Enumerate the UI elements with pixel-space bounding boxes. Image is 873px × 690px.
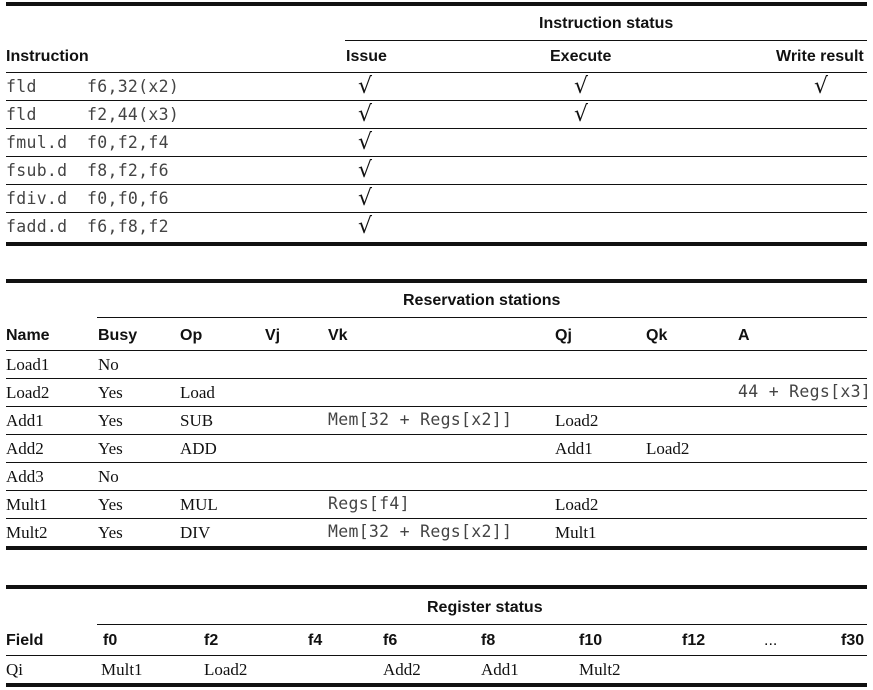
- header-qj: Qj: [555, 327, 572, 344]
- qi-f10: Mult2: [579, 660, 621, 679]
- station-name: Add2: [6, 439, 44, 458]
- row-rule: [6, 490, 867, 491]
- instruction-args: f0,f0,f6: [87, 189, 169, 208]
- instruction-args: f2,44(x3): [87, 105, 180, 124]
- execute-check-icon: √: [574, 102, 589, 127]
- qi-f8: Add1: [481, 660, 519, 679]
- station-op: MUL: [180, 495, 218, 514]
- bottom-rule: [6, 546, 867, 550]
- qi-label: Qi: [6, 660, 23, 679]
- header-name: Name: [6, 327, 50, 344]
- issue-check-icon: √: [358, 214, 373, 239]
- station-name: Mult1: [6, 495, 48, 514]
- header-f8: f8: [481, 632, 496, 649]
- station-busy: No: [98, 467, 119, 486]
- station-busy: No: [98, 355, 119, 374]
- header-rule: [6, 655, 867, 656]
- header-f12: f12: [682, 632, 706, 649]
- header-f0: f0: [103, 632, 118, 649]
- station-name: Mult2: [6, 523, 48, 542]
- header-vk: Vk: [328, 327, 348, 344]
- issue-check-icon: √: [358, 158, 373, 183]
- group-rule: [345, 40, 867, 41]
- header-busy: Busy: [98, 327, 138, 344]
- station-busy: Yes: [98, 383, 123, 402]
- header-field: Field: [6, 632, 44, 649]
- station-qk: Load2: [646, 439, 690, 458]
- register-status-title: Register status: [427, 599, 543, 616]
- issue-check-icon: √: [358, 102, 373, 127]
- header-write-result: Write result: [776, 48, 864, 65]
- header-ellipsis: ...: [764, 632, 778, 649]
- station-busy: Yes: [98, 495, 123, 514]
- qi-f2: Load2: [204, 660, 248, 679]
- instruction-args: f6,32(x2): [87, 77, 180, 96]
- row-rule: [6, 434, 867, 435]
- row-rule: [6, 184, 867, 185]
- station-op: ADD: [180, 439, 217, 458]
- issue-check-icon: √: [358, 186, 373, 211]
- row-rule: [6, 518, 867, 519]
- issue-check-icon: √: [358, 74, 373, 99]
- header-f10: f10: [579, 632, 603, 649]
- instruction-status-title: Instruction status: [539, 15, 674, 32]
- station-a: 44 + Regs[x3]: [738, 382, 872, 401]
- station-vk: Mem[32 + Regs[x2]]: [328, 522, 513, 541]
- row-rule: [6, 406, 867, 407]
- instruction-op: fsub.d: [6, 161, 68, 180]
- instruction-op: fmul.d: [6, 133, 68, 152]
- instruction-op: fadd.d: [6, 217, 68, 236]
- header-execute: Execute: [550, 48, 612, 65]
- write-check-icon: √: [814, 74, 829, 99]
- qi-f6: Add2: [383, 660, 421, 679]
- row-rule: [6, 378, 867, 379]
- header-f6: f6: [383, 632, 398, 649]
- instruction-args: f8,f2,f6: [87, 161, 169, 180]
- bottom-rule: [6, 683, 867, 687]
- instruction-args: f0,f2,f4: [87, 133, 169, 152]
- station-qj: Add1: [555, 439, 593, 458]
- row-rule: [6, 156, 867, 157]
- qi-f0: Mult1: [101, 660, 143, 679]
- row-rule: [6, 128, 867, 129]
- station-name: Load1: [6, 355, 50, 374]
- header-vj: Vj: [265, 327, 281, 344]
- header-rule: [6, 350, 867, 351]
- station-vk: Mem[32 + Regs[x2]]: [328, 410, 513, 429]
- station-op: DIV: [180, 523, 211, 542]
- header-instruction: Instruction: [6, 48, 89, 65]
- group-rule: [97, 624, 867, 625]
- header-op: Op: [180, 327, 203, 344]
- header-qk: Qk: [646, 327, 668, 344]
- station-name: Load2: [6, 383, 50, 402]
- header-issue: Issue: [346, 48, 387, 65]
- station-op: SUB: [180, 411, 214, 430]
- header-rule: [6, 72, 867, 73]
- header-a: A: [738, 327, 750, 344]
- row-rule: [6, 100, 867, 101]
- reservation-stations-title: Reservation stations: [403, 292, 561, 309]
- instruction-args: f6,f8,f2: [87, 217, 169, 236]
- top-rule: [6, 585, 867, 589]
- station-qj: Mult1: [555, 523, 597, 542]
- issue-check-icon: √: [358, 130, 373, 155]
- station-vk: Regs[f4]: [328, 494, 410, 513]
- station-name: Add1: [6, 411, 44, 430]
- instruction-op: fdiv.d: [6, 189, 68, 208]
- top-rule: [6, 279, 867, 283]
- top-rule: [6, 2, 867, 6]
- station-qj: Load2: [555, 495, 599, 514]
- station-busy: Yes: [98, 411, 123, 430]
- bottom-rule: [6, 242, 867, 246]
- station-name: Add3: [6, 467, 44, 486]
- execute-check-icon: √: [574, 74, 589, 99]
- row-rule: [6, 462, 867, 463]
- row-rule: [6, 212, 867, 213]
- instruction-op: fld: [6, 77, 37, 96]
- instruction-op: fld: [6, 105, 37, 124]
- group-rule: [97, 317, 867, 318]
- header-f30: f30: [841, 632, 865, 649]
- station-busy: Yes: [98, 439, 123, 458]
- station-qj: Load2: [555, 411, 599, 430]
- header-f4: f4: [308, 632, 323, 649]
- header-f2: f2: [204, 632, 219, 649]
- station-busy: Yes: [98, 523, 123, 542]
- station-op: Load: [180, 383, 215, 402]
